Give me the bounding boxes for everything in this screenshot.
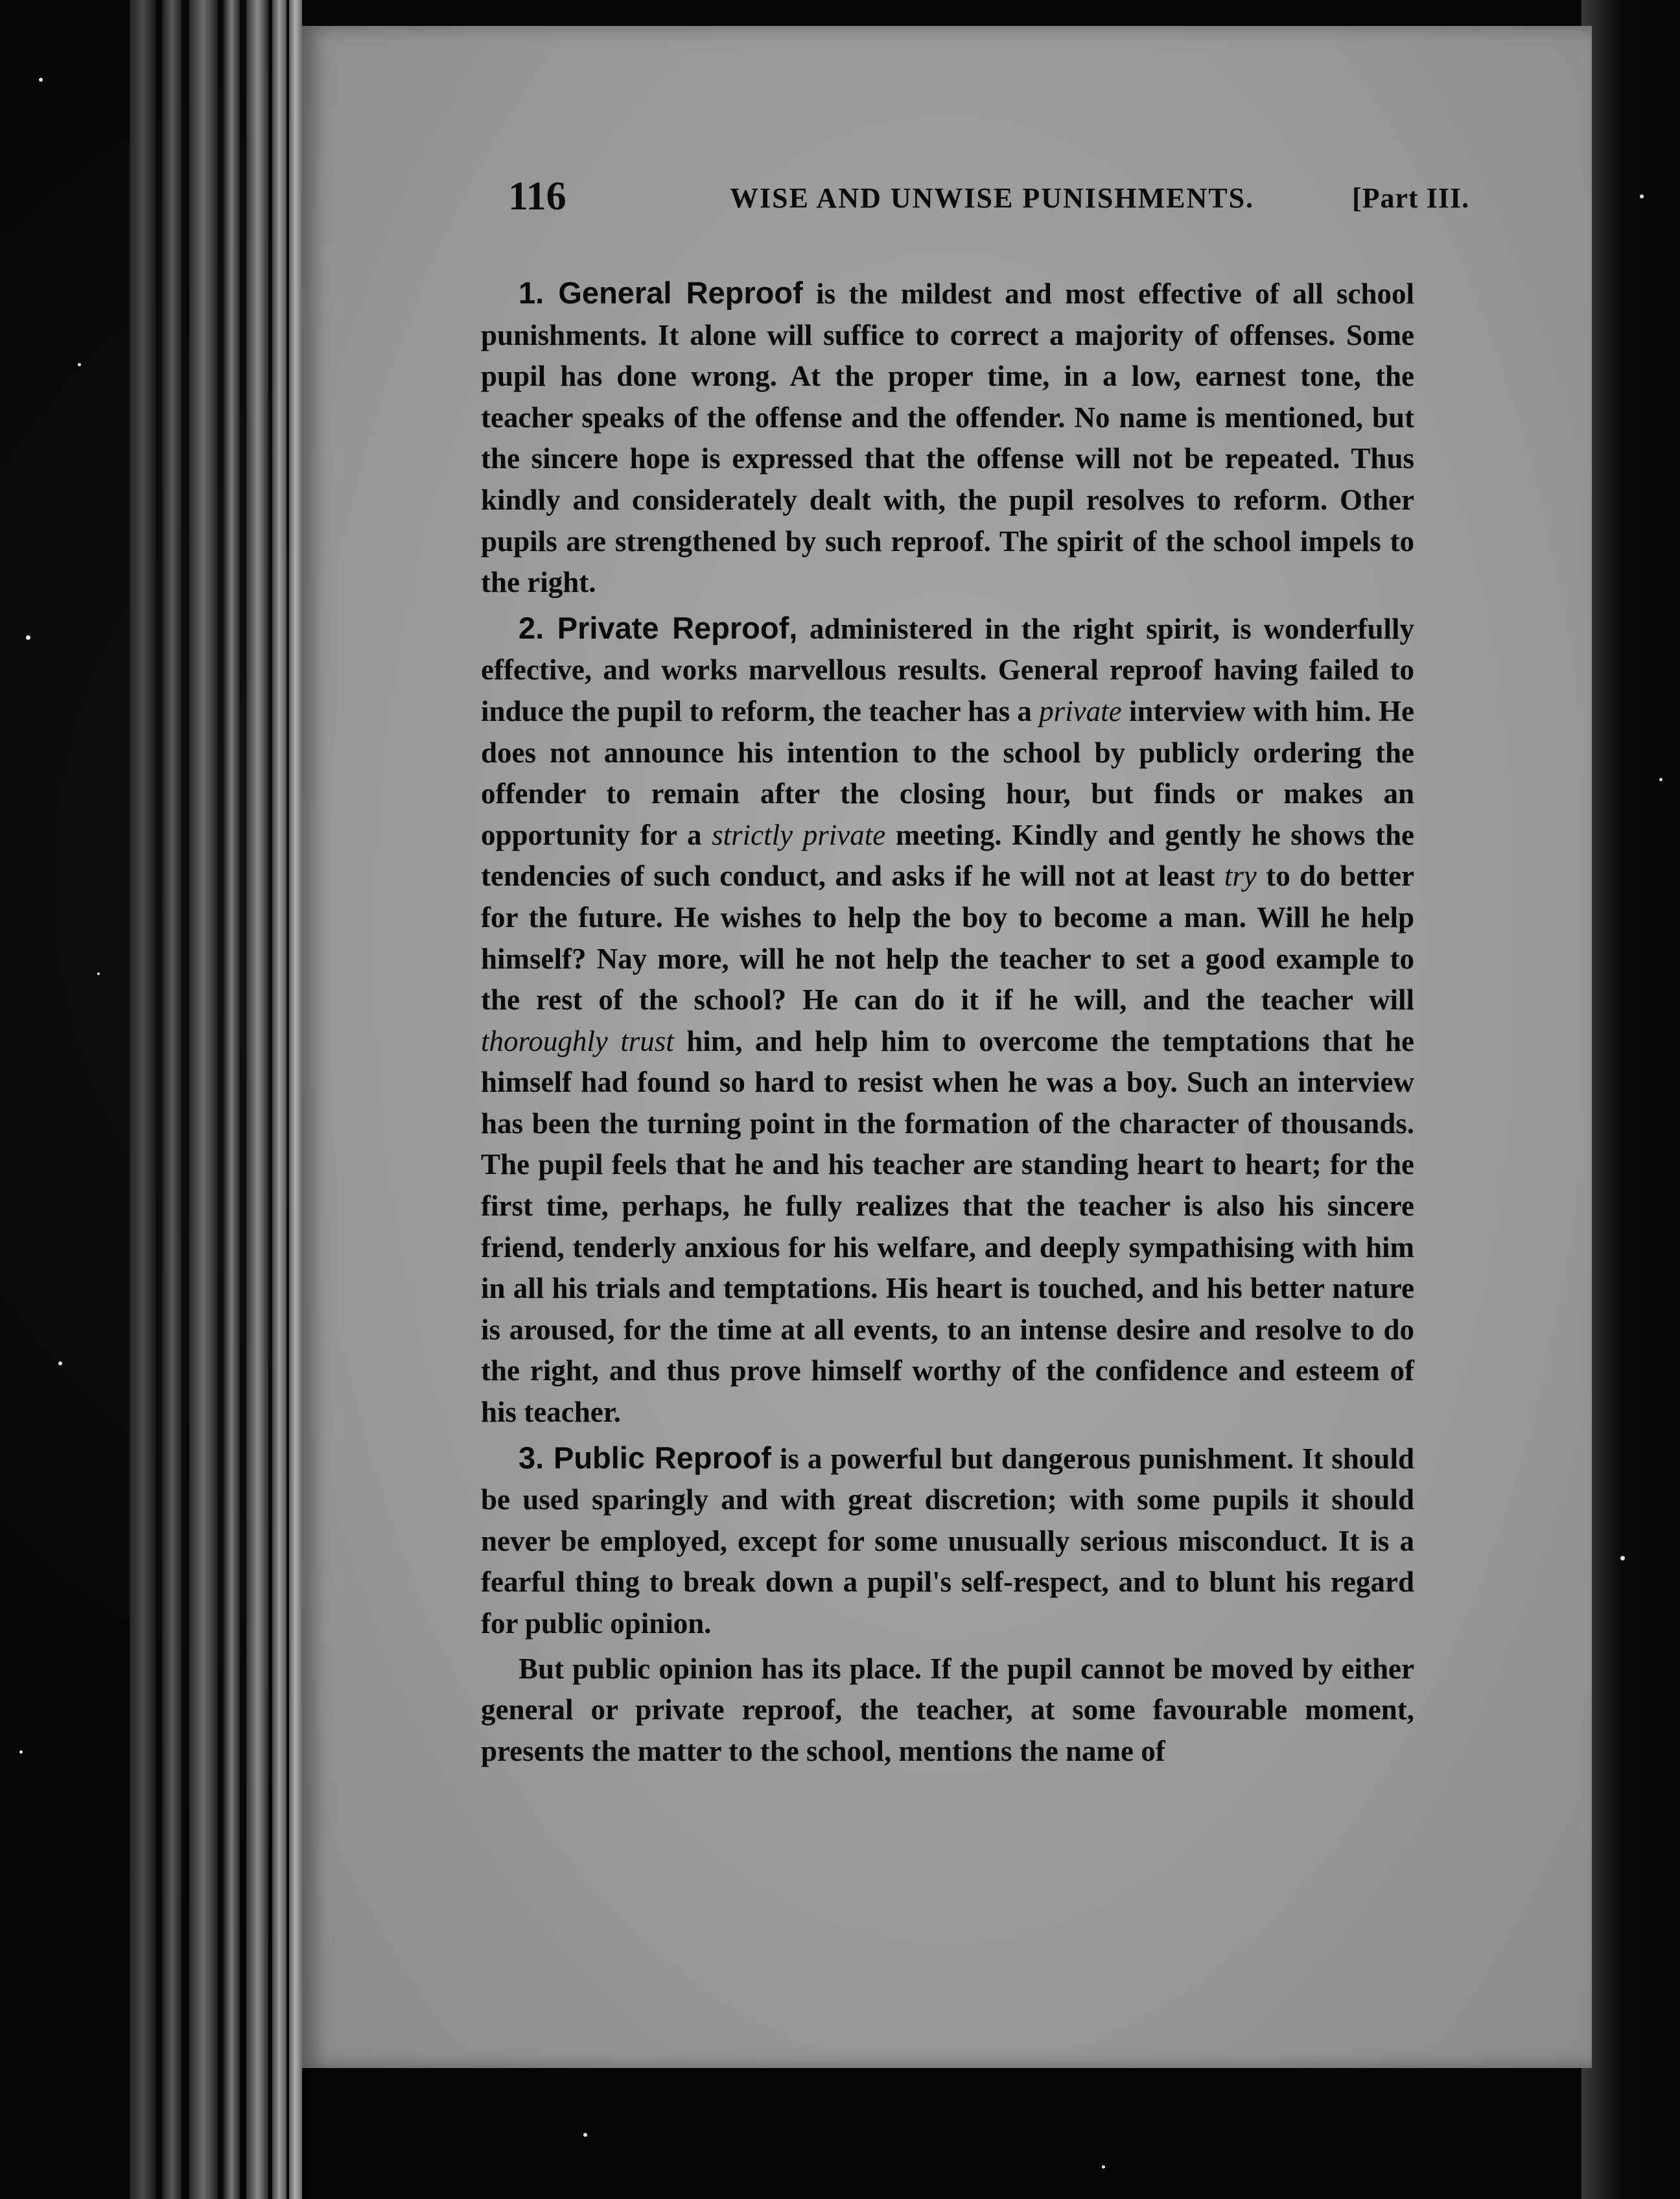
dust-speck [1640,194,1644,198]
book-page [302,26,1592,2068]
page-header [302,174,1592,232]
paragraph-text: him, and help him to overcome the temptations that he himself had found so hard to resist when he was a boy. Such an interview has been the turning point in the formation of the character of thousands. The pupil feels that he and his teacher are standing heart to heart; for the first time, perhaps, he fully realizes that the teacher is also his sincere friend, tenderly anxious for his welfare, and deeply sympathising with him in all his trials and temptations. His heart is touched, and his better nature is aroused, for the time at all events, to an intense desire and resolve to do the right, and thus prove himself worthy of the confidence and esteem of his teacher. [481,1024,1414,1429]
page-edge [130,0,156,2199]
dust-speck [97,972,100,975]
dust-speck [78,363,81,366]
page-edge [162,0,181,2199]
paragraph-heading: 3. Public Reproof [519,1440,771,1475]
emphasis-text: try [1224,860,1257,893]
dust-speck [58,1361,62,1365]
paragraph-heading: 2. Private Reproof, [519,610,798,645]
dust-speck [39,78,43,82]
page-edge [189,0,218,2199]
page-edge [246,0,268,2199]
page-edge [289,0,302,2199]
dust-speck [19,1750,23,1754]
paragraph-heading: 1. General Reproof [519,276,803,310]
paragraph-text: But public opinion has its place. If the pupil cannot be moved by either general or private reproof, the teacher, at some favourable moment, presents the matter to the school, mentions the name of [481,1652,1414,1767]
dust-speck [1620,1556,1625,1560]
paragraph-text: meeting. Kindly and gently he shows the tendencies of such conduct, and asks if he will not at least [481,818,1414,893]
page-edge [223,0,240,2199]
paragraph-text: interview with him. He does not announce his intention to the school by publicly ordering the offender to remain after the closing hour, but finds or makes an opportunity for a [481,694,1415,851]
page-number: 116 [508,174,566,218]
page-edge [272,0,286,2199]
paragraph-text: is the mildest and most effective of all school punishments. It alone will suffice to correct a majority of offenses. Some pupil has done wrong. At the proper time, in a low, earnest tone, the teacher speaks of the offense and the offender. No name is mentioned, but the sincere hope is expressed that the offense will not be repeated. Thus kindly and considerately dealt with, the pupil resolves to reform. Other pupils are strengthened by such reproof. The spirit of the school impels to the right. [481,277,1414,599]
body-text [481,272,1414,1776]
emphasis-text: private [1039,694,1122,727]
dust-speck [1659,778,1662,781]
part-label: [Part III. [1352,182,1470,214]
paragraph-public-opinion [481,1649,1414,1772]
paragraph-public-reproof [481,1437,1414,1645]
emphasis-text: strictly private [712,818,886,851]
dust-speck [26,635,30,640]
paragraph-general-reproof [481,272,1414,604]
paragraph-private-reproof [481,607,1414,1433]
paragraph-text: administered in the right spirit, is wonderfully effective, and works marvellous results. General reproof having failed to induce the pupil to reform, the teacher has a [481,612,1414,727]
dust-speck [583,2133,587,2137]
dust-speck [1102,2165,1105,2169]
binding-shadow [1581,0,1680,2199]
running-head: WISE AND UNWISE PUNISHMENTS. [730,182,1255,214]
emphasis-text: thoroughly trust [481,1024,674,1057]
paragraph-text: to do better for the future. He wishes to help the boy to become a man. Will he help himself? Nay more, will he not help the teacher to set a good example to the rest of the school? He can do it if he will, and the teacher will [481,860,1415,1017]
paragraph-text: is a powerful but dangerous punishment. It should be used sparingly and with great discretion; with some pupils it should never be employed, except for some unusually serious misconduct. It is a fearful thing to break down a pupil's self-respect, and to blunt his regard for public opinion. [481,1442,1414,1640]
